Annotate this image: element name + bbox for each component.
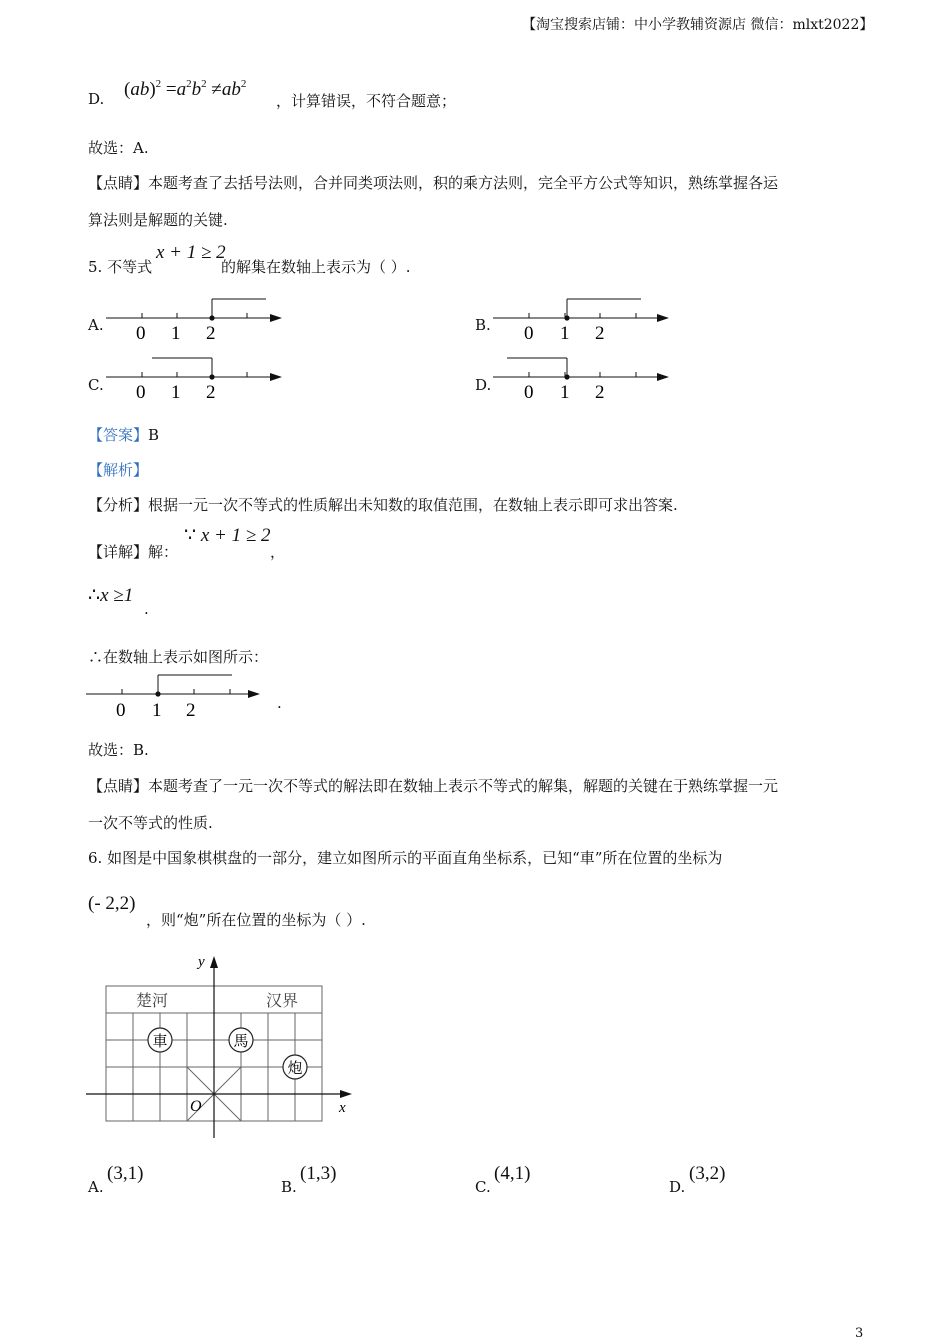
q5-answer-row [88,424,159,445]
q5-analysis: 【分析】根据一元一次不等式的性质解出未知数的取值范围，在数轴上表示即可求出答案. [88,496,678,514]
tick-label: 0 [136,323,146,342]
therefore-symbol: ∴ [88,585,101,606]
q5-conclusion: 故选：B. [88,741,149,759]
q5-analysis-tag: 【解析】 [88,461,149,479]
q4-option-d-label: D. [88,90,105,108]
q5-figure-period: . [277,694,282,712]
tick-label: 1 [152,700,162,720]
piece-che: 車 [152,1032,168,1050]
q5-detail-comma: ， [270,543,286,561]
option-value: (3,1) [107,1163,144,1184]
q5-comment-line2: 一次不等式的性质. [88,814,213,832]
q5-stem-suffix: 的解集在数轴上表示为（ ）. [221,258,411,276]
tick-label: 2 [186,700,196,720]
q5-option-d-label: D. [475,376,492,394]
q4-comment-line2: 算法则是解题的关键. [88,211,228,229]
q5-detail-formula [184,524,271,547]
tick-label: 0 [524,323,534,342]
q6-stem-line2: ，则“炮”所在位置的坐标为（ ）. [146,911,366,929]
q6-option-c-label: C. [475,1178,491,1196]
answer-tag: 【答案】 [88,426,149,444]
q5-inequality: x + 1 ≥ 2 [156,242,226,263]
q6-option-a-label: A. [88,1178,104,1196]
tick-label: 1 [171,382,181,401]
q5-option-a-numberline [100,294,290,342]
axis-y-label: y [198,954,205,970]
q5-option-c-numberline [100,353,290,401]
axis-x-label: x [339,1100,346,1116]
page-header: 【淘宝搜索店铺：中小学教辅资源店 微信：mlxt2022】 [522,17,874,33]
q5-option-c-label: C. [88,376,104,394]
q5-option-b-numberline [487,294,677,342]
q6-coord [88,893,135,915]
tick-label: 0 [524,382,534,401]
coord-value: (- 2,2) [88,893,136,914]
q5-comment-line1: 【点睛】本题考查了一元一次不等式的解法即在数轴上表示不等式的解集，解题的关键在于熟练掌握一元 [88,777,779,795]
q6-option-b-value [300,1163,336,1185]
q5-stem-prefix: 5. 不等式 [88,258,153,276]
river-left-text: 楚河 [136,991,169,1010]
option-value: (4,1) [494,1163,531,1184]
q6-option-d-value [689,1163,725,1185]
option-value: (1,3) [300,1163,337,1184]
answer-value: B [148,426,160,444]
piece-ma: 馬 [233,1032,249,1050]
q5-option-a-label: A. [88,316,104,334]
q5-detail-prefix: 【详解】解： [88,543,179,561]
because-symbol: ∵ [184,525,197,546]
piece-pao: 炮 [287,1059,303,1077]
q6-option-b-label: B. [281,1178,297,1196]
tick-label: 0 [136,382,146,401]
page-number: 3 [855,1326,864,1341]
q5-shown-text: ∴在数轴上表示如图所示： [88,648,269,666]
tick-label: 1 [560,382,570,401]
q4-conclusion: 故选：A. [88,139,149,157]
q5-result-period: . [144,600,149,618]
q6-stem-line1: 6. 如图是中国象棋棋盘的一部分，建立如图所示的平面直角坐标系，已知“車”所在位置的坐标为 [88,849,723,867]
q5-solution-numberline [84,670,274,720]
q6-chess-board-figure [84,948,364,1143]
result-expression: x ≥1 [100,585,134,606]
river-right-text: 汉界 [266,991,299,1010]
option-value: (3,2) [689,1163,726,1184]
q5-option-b-label: B. [475,316,491,334]
tick-label: 2 [595,323,605,342]
detail-inequality: x + 1 ≥ 2 [200,525,271,546]
q4-option-d-formula: $(ab)^2 =a^2b^2 \ne ab^2$ [124,78,247,100]
q4-comment-line1: 【点睛】本题考查了去括号法则，合并同类项法则，积的乘方法则，完全平方公式等知识，熟练掌握各运 [88,174,779,192]
q4-option-d-rest: ，计算错误，不符合题意； [276,92,457,110]
q6-option-a-value [107,1163,143,1185]
tick-label: 1 [560,323,570,342]
tick-label: 2 [206,382,216,401]
q6-option-c-value [494,1163,530,1185]
tick-label: 1 [171,323,181,342]
tick-label: 2 [206,323,216,342]
origin-label: O [190,1098,202,1115]
tick-label: 2 [595,382,605,401]
q5-option-d-numberline [487,353,677,401]
q6-option-d-label: D. [669,1178,686,1196]
tick-label: 0 [116,700,126,720]
q5-result [88,584,133,607]
